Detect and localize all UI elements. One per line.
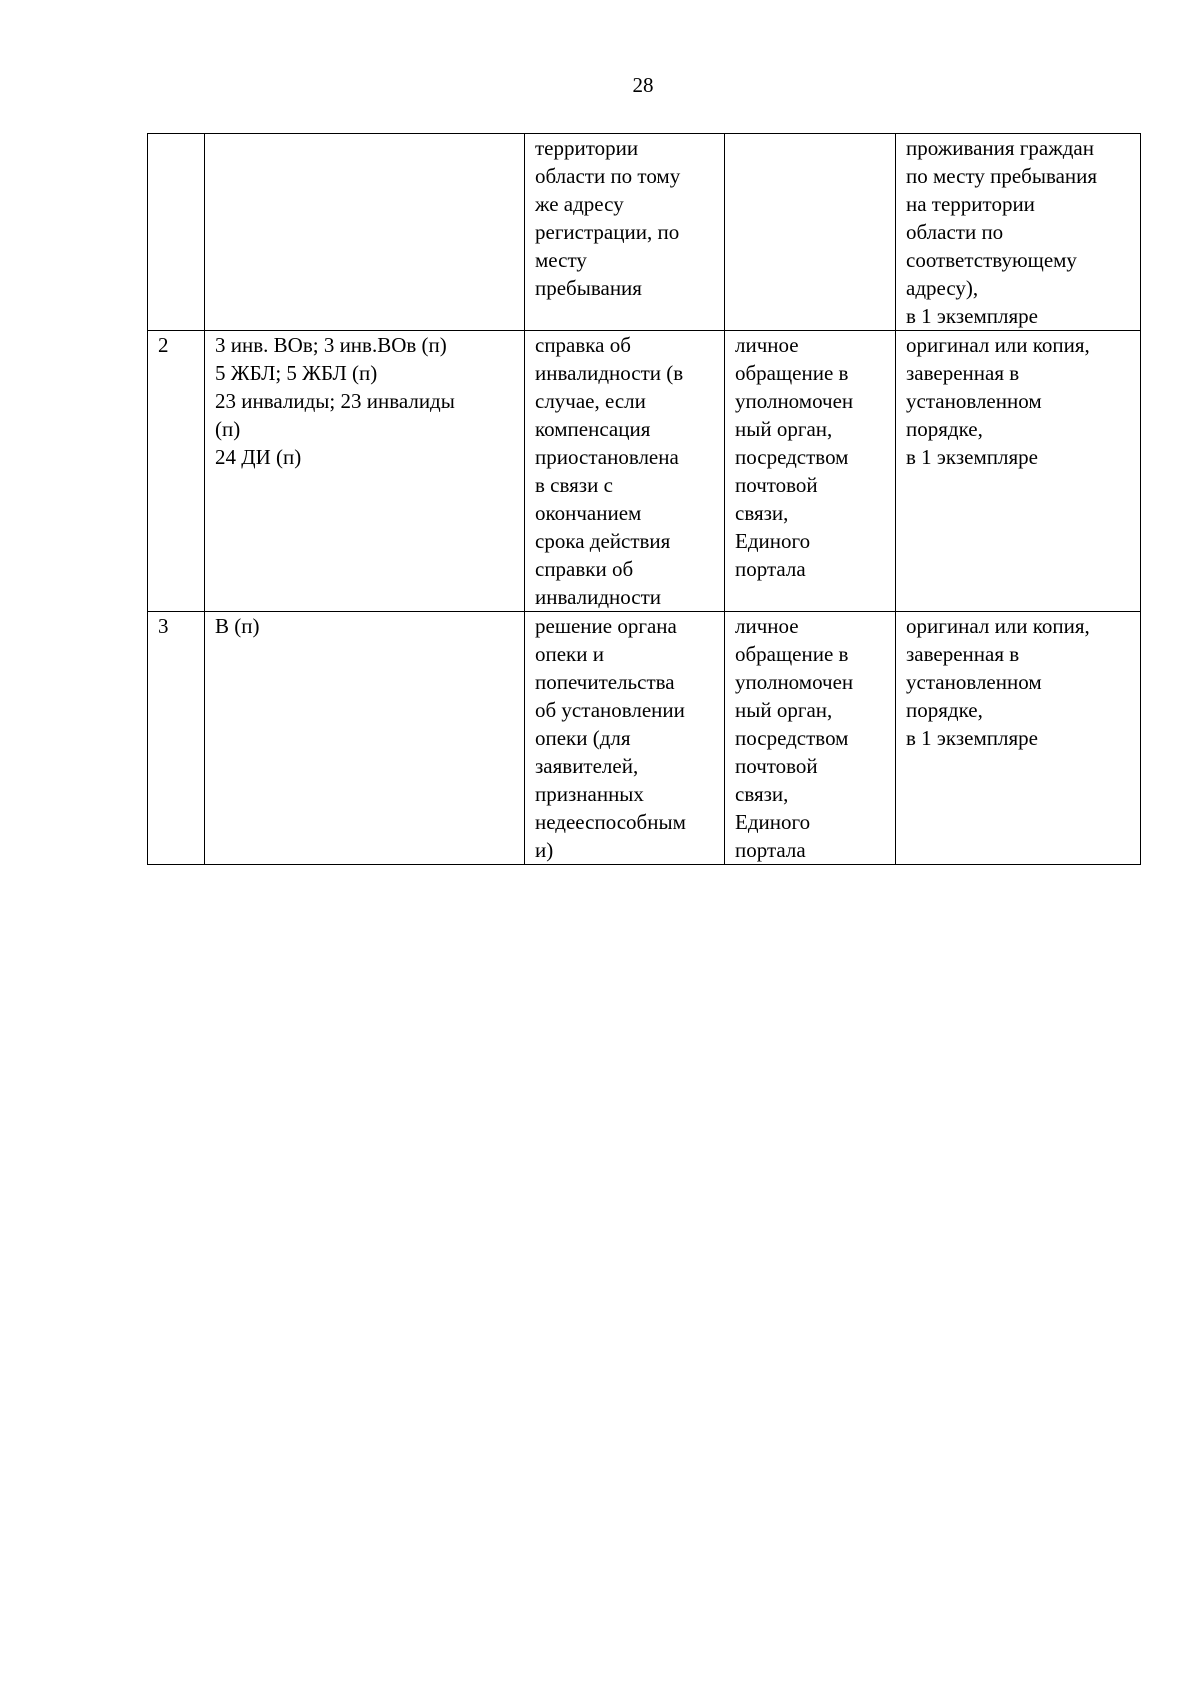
cell-document-form: оригинал или копия, заверенная в установленном порядке, в 1 экземпляре <box>896 331 1141 612</box>
cell-document-form: оригинал или копия, заверенная в установленном порядке, в 1 экземпляре <box>896 612 1141 865</box>
cell-number: 3 <box>148 612 205 865</box>
cell-document: решение органа опеки и попечительства об установлении опеки (для заявителей, признанных недееспособным и) <box>525 612 725 865</box>
cell-document: территории области по тому же адресу регистрации, по месту пребывания <box>525 134 725 331</box>
page-number: 28 <box>632 73 654 97</box>
table-row <box>148 331 1141 612</box>
cell-number: 2 <box>148 331 205 612</box>
table-row <box>148 134 1141 331</box>
cell-document-form: проживания граждан по месту пребывания на территории области по соответствующему адресу), в 1 экземпляре <box>896 134 1141 331</box>
cell-categories <box>205 134 525 331</box>
cell-submission-method <box>725 134 896 331</box>
cell-number <box>148 134 205 331</box>
cell-submission-method: личное обращение в уполномочен ный орган, посредством почтовой связи, Единого портала <box>725 612 896 865</box>
cell-categories: В (п) <box>205 612 525 865</box>
table-row <box>148 612 1141 865</box>
cell-submission-method: личное обращение в уполномочен ный орган, посредством почтовой связи, Единого портала <box>725 331 896 612</box>
documents-table <box>147 133 1141 865</box>
cell-document: справка об инвалидности (в случае, если компенсация приостановлена в связи с окончанием срока действия справки об инвалидности <box>525 331 725 612</box>
cell-categories: 3 инв. ВОв; 3 инв.ВОв (п) 5 ЖБЛ; 5 ЖБЛ (п) 23 инвалиды; 23 инвалиды (п) 24 ДИ (п) <box>205 331 525 612</box>
